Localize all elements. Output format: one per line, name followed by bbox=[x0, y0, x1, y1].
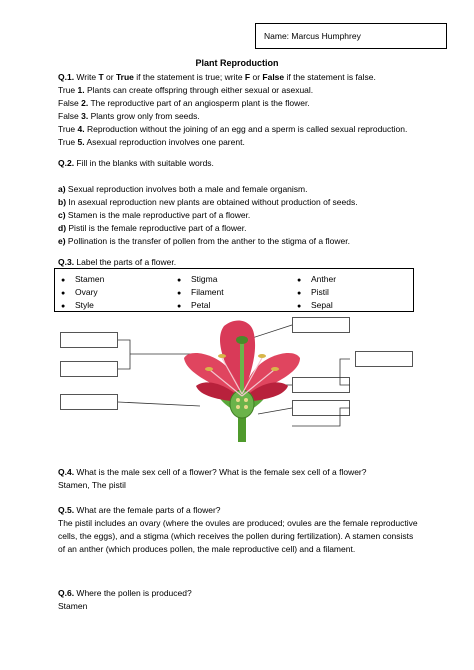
word-bank-column bbox=[177, 273, 224, 312]
q1-answer-number: 2. bbox=[81, 98, 89, 108]
question-4-label: Q.4. bbox=[58, 467, 75, 477]
stigma-shape bbox=[236, 336, 248, 344]
q2-item-text: In asexual reproduction new plants are obtained without production of seeds. bbox=[66, 197, 358, 207]
q2-item-letter: d) bbox=[58, 223, 67, 233]
q1-answer-text: Reproduction without the joining of an egg and a sperm is called sexual reproduction. bbox=[84, 124, 408, 134]
q1-answer-line[interactable] bbox=[58, 110, 454, 123]
q1-answer-line[interactable] bbox=[58, 97, 454, 110]
word-bank-label: Ovary bbox=[75, 287, 98, 297]
bullet-icon: ● bbox=[297, 277, 302, 284]
question-6-label: Q.6. bbox=[58, 588, 75, 598]
bullet-icon: ● bbox=[61, 290, 66, 297]
q1-text-part: or bbox=[250, 72, 263, 82]
q1-false-word: False bbox=[262, 72, 285, 82]
anther-shape bbox=[205, 367, 213, 371]
q1-answer-number: 3. bbox=[81, 111, 89, 121]
q1-answer-number: 5. bbox=[77, 137, 85, 147]
word-bank-item bbox=[61, 299, 104, 312]
ovule-dot bbox=[244, 405, 248, 409]
q1-true-word: True bbox=[115, 72, 134, 82]
q1-answer-text: Plants can create offspring through either sexual or asexual. bbox=[84, 85, 314, 95]
question-3-text: Label the parts of a flower. bbox=[74, 257, 177, 267]
question-2-text: Fill in the blanks with suitable words. bbox=[74, 158, 214, 168]
q2-item-letter: a) bbox=[58, 184, 66, 194]
q1-answer-line[interactable] bbox=[58, 84, 454, 97]
question-2 bbox=[58, 157, 454, 248]
flower-diagram bbox=[0, 314, 474, 444]
q2-item-text: Stamen is the male reproductive part of a flower. bbox=[65, 210, 251, 220]
q2-answer-line[interactable] bbox=[58, 222, 454, 235]
word-bank-item bbox=[177, 273, 224, 286]
q1-answer-value: True bbox=[58, 137, 78, 147]
question-4-text: What is the male sex cell of a flower? What is the female sex cell of a flower? bbox=[74, 467, 367, 477]
question-6 bbox=[58, 587, 454, 613]
q2-answer-line[interactable] bbox=[58, 183, 454, 196]
q1-answer-number: 1. bbox=[77, 85, 85, 95]
ovule-dot bbox=[236, 405, 240, 409]
q2-answer-line[interactable] bbox=[58, 196, 454, 209]
question-5-text: What are the female parts of a flower? bbox=[74, 505, 221, 515]
q2-item-letter: e) bbox=[58, 236, 66, 246]
q2-item-text: Pollination is the transfer of pollen from the anther to the stigma of a flower. bbox=[65, 236, 350, 246]
ovary-shape bbox=[230, 390, 254, 418]
question-5 bbox=[58, 504, 454, 556]
question-4-answer[interactable]: Stamen, The pistil bbox=[58, 480, 126, 490]
q2-item-text: Pistil is the female reproductive part of a flower. bbox=[66, 223, 247, 233]
word-bank-item bbox=[297, 286, 336, 299]
ovule-dot bbox=[236, 398, 240, 402]
q1-text-part: or bbox=[103, 72, 116, 82]
question-5-prompt bbox=[58, 504, 454, 517]
bullet-icon: ● bbox=[177, 277, 182, 284]
word-bank bbox=[54, 268, 414, 312]
anther-shape bbox=[218, 354, 226, 358]
word-bank-label: Stigma bbox=[191, 274, 218, 284]
question-6-prompt bbox=[58, 587, 454, 600]
question-1-prompt bbox=[58, 71, 454, 84]
left-pointer-lines bbox=[118, 340, 200, 406]
question-4 bbox=[58, 466, 454, 492]
word-bank-label: Pistil bbox=[311, 287, 329, 297]
q1-text-part: if the statement is false. bbox=[284, 72, 376, 82]
anther-shape bbox=[258, 354, 266, 358]
q1-answer-number: 4. bbox=[77, 124, 85, 134]
question-2-label: Q.2. bbox=[58, 158, 75, 168]
question-4-prompt bbox=[58, 466, 454, 479]
ovule-dot bbox=[244, 398, 248, 402]
word-bank-label: Filament bbox=[191, 287, 224, 297]
q2-item-text: Sexual reproduction involves both a male and female organism. bbox=[65, 184, 308, 194]
word-bank-item bbox=[61, 273, 104, 286]
word-bank-column bbox=[297, 273, 336, 312]
q2-item-letter: c) bbox=[58, 210, 66, 220]
question-6-answer[interactable]: Stamen bbox=[58, 601, 88, 611]
bullet-icon: ● bbox=[297, 303, 302, 310]
q1-text-part: Write bbox=[74, 72, 99, 82]
q2-answer-line[interactable] bbox=[58, 235, 454, 248]
word-bank-item bbox=[177, 286, 224, 299]
q1-answer-value: False bbox=[58, 98, 82, 108]
bullet-icon: ● bbox=[297, 290, 302, 297]
question-5-label: Q.5. bbox=[58, 505, 75, 515]
q1-answer-text: The reproductive part of an angiosperm plant is the flower. bbox=[88, 98, 310, 108]
word-bank-column bbox=[61, 273, 104, 312]
q1-answer-text: Plants grow only from seeds. bbox=[88, 111, 200, 121]
bullet-icon: ● bbox=[61, 277, 66, 284]
q2-item-letter: b) bbox=[58, 197, 67, 207]
q1-answer-line[interactable] bbox=[58, 123, 454, 136]
question-6-text: Where the pollen is produced? bbox=[74, 588, 192, 598]
name-field[interactable]: Name: Marcus Humphrey bbox=[255, 23, 447, 49]
q1-text-part: if the statement is true; write bbox=[133, 72, 245, 82]
question-5-answer[interactable]: The pistil includes an ovary (where the ovules are produced; ovules are the female reproductive cells, the eggs), and a stigma (which receives the pollen during fertilization). A stamen consists of an anther (which produces pollen, the male reproductive cell) and a filament. bbox=[58, 518, 418, 554]
word-bank-label: Petal bbox=[191, 300, 211, 310]
page-title: Plant Reproduction bbox=[195, 58, 279, 68]
q2-answer-line[interactable] bbox=[58, 209, 454, 222]
q1-f-letter: F bbox=[244, 72, 251, 82]
bullet-icon: ● bbox=[177, 290, 182, 297]
word-bank-item bbox=[297, 273, 336, 286]
style-shape bbox=[240, 342, 244, 392]
bullet-icon: ● bbox=[177, 303, 182, 310]
word-bank-label: Stamen bbox=[75, 274, 105, 284]
anther-shape bbox=[271, 367, 279, 371]
question-1 bbox=[58, 71, 454, 149]
word-bank-item bbox=[297, 299, 336, 312]
question-1-label: Q.1. bbox=[58, 72, 75, 82]
q1-answer-value: True bbox=[58, 124, 78, 134]
q1-answer-line[interactable] bbox=[58, 136, 454, 149]
word-bank-item bbox=[61, 286, 104, 299]
word-bank-label: Sepal bbox=[311, 300, 333, 310]
q1-answer-value: False bbox=[58, 111, 82, 121]
q1-answer-value: True bbox=[58, 85, 78, 95]
word-bank-item bbox=[177, 299, 224, 312]
q1-t-letter: T bbox=[98, 72, 104, 82]
question-3-label: Q.3. bbox=[58, 257, 75, 267]
bullet-icon: ● bbox=[61, 303, 66, 310]
word-bank-label: Style bbox=[75, 300, 94, 310]
word-bank-label: Anther bbox=[311, 274, 337, 284]
flower-illustration bbox=[0, 314, 474, 444]
q1-answer-text: Asexual reproduction involves one parent. bbox=[84, 137, 245, 147]
question-2-prompt bbox=[58, 157, 454, 170]
